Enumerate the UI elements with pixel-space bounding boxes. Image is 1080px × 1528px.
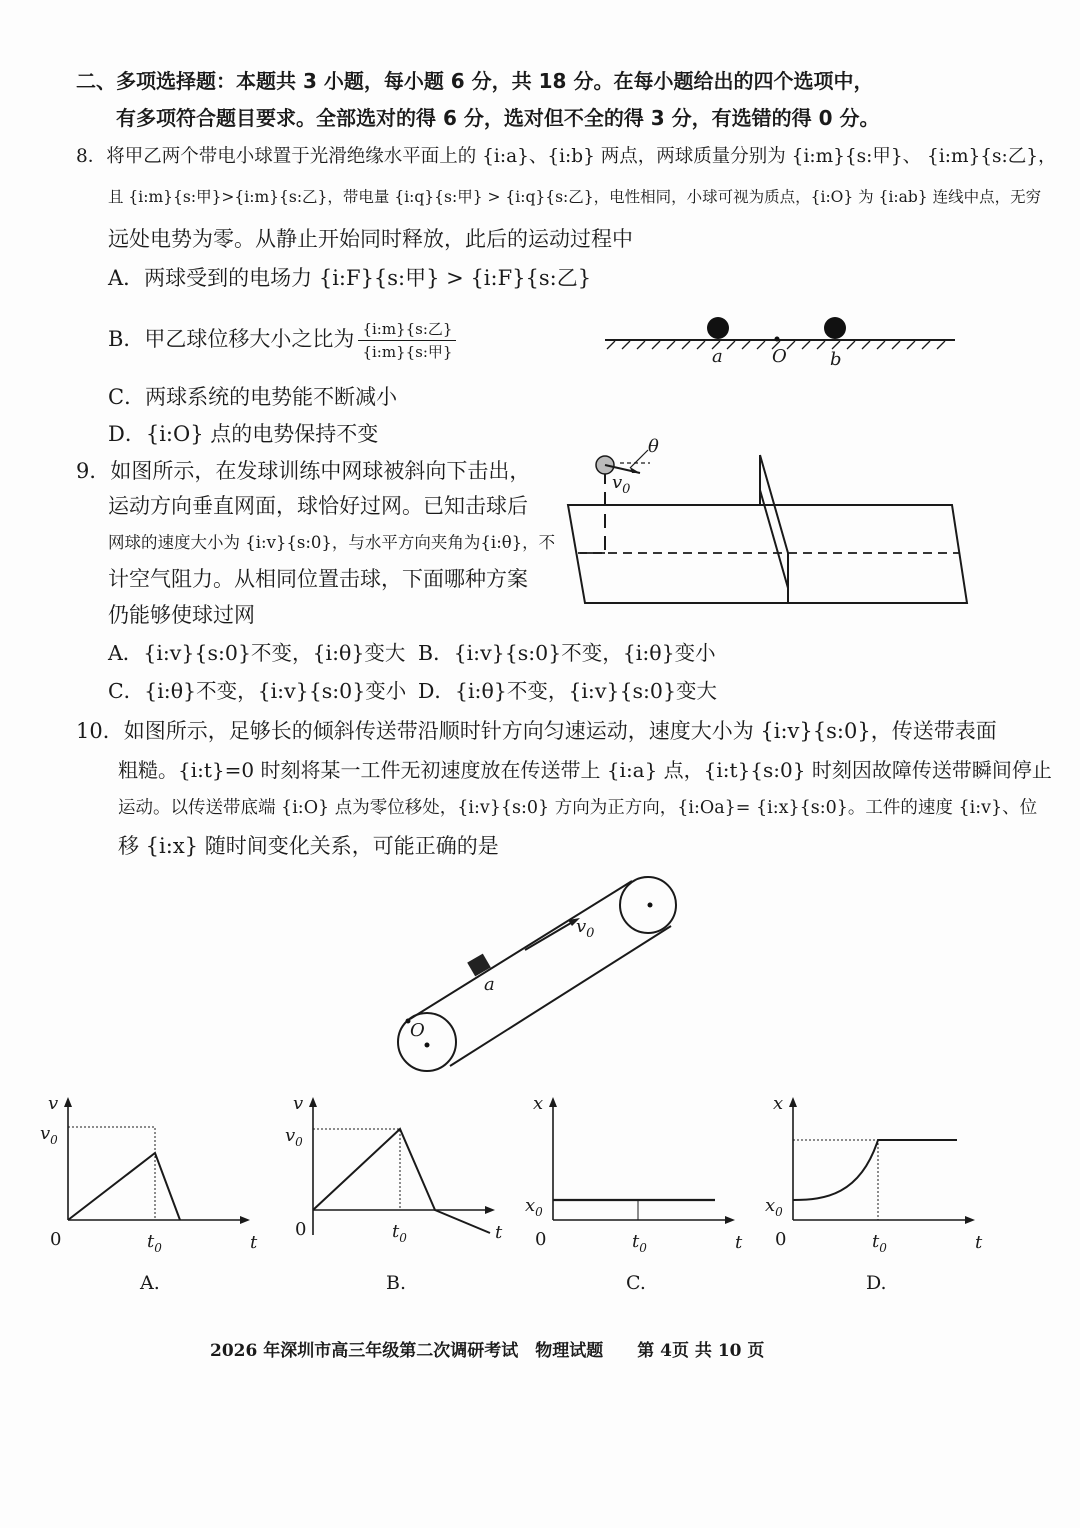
q9-stem-line: 网球的速度大小为 {i:v}{s:0}，与水平方向夹角为{i:θ}，不 — [108, 533, 556, 552]
section-heading: 二、多项选择题：本题共 3 小题，每小题 6 分，共 18 分。在每小题给出的四个选项中， — [76, 69, 874, 93]
ball-jia — [707, 317, 729, 339]
x-axis-label: t — [735, 1232, 743, 1253]
q10-stem-line: 移 {i:x} 随时间变化关系，可能正确的是 — [118, 834, 499, 858]
origin-label: 0 — [535, 1229, 547, 1250]
q8-stem-line: 远处电势为零。从静止开始同时释放，此后的运动过程中 — [108, 227, 633, 251]
y-mark-label: $x_0$ — [525, 1195, 543, 1219]
q8-option-b-text: B．甲乙球位移大小之比为 — [108, 327, 355, 351]
q9-stem-line: 计空气阻力。从相同位置击球，下面哪种方案 — [108, 567, 528, 591]
q9-option-d: D．{i:θ}不变，{i:v}{s:0}变大 — [418, 679, 718, 703]
belt-direction-arrow — [525, 920, 576, 950]
q9-stem-line: 仍能够使球过网 — [108, 603, 255, 627]
q8-option-b — [108, 318, 456, 363]
y-axis-label: x — [773, 1093, 784, 1114]
y-mark-label: $v_0$ — [40, 1123, 58, 1147]
midpoint-o — [775, 337, 780, 342]
y-mark-label: $v_0$ — [285, 1125, 303, 1149]
q9-court-figure — [560, 436, 980, 610]
origin-label: 0 — [295, 1219, 307, 1240]
x-axis-label: t — [495, 1222, 503, 1243]
graph-a-label: A. — [140, 1272, 160, 1294]
q10-stem-line: 运动。以传送带底端 {i:O} 点为零位移处，{i:v}{s:0} 方向为正方向，{i:Oa}= {i:x}{s:0}。工件的速度 {i:v}、位 — [118, 798, 1038, 818]
v-t-curve — [313, 1129, 490, 1233]
q9-option-c: C．{i:θ}不变，{i:v}{s:0}变小 — [108, 679, 407, 703]
label-theta: θ — [648, 436, 659, 457]
label-a: a — [712, 346, 723, 367]
net — [760, 455, 788, 603]
graph-d — [765, 1095, 995, 1255]
graph-a — [40, 1095, 270, 1255]
origin-label: 0 — [775, 1229, 787, 1250]
graph-c — [525, 1095, 755, 1255]
t0-label: $t_0$ — [392, 1221, 407, 1245]
x-axis-label: t — [975, 1232, 983, 1253]
mass-ratio-fraction — [358, 318, 456, 363]
y-mark-label: $x_0$ — [765, 1195, 783, 1219]
section-instructions: 有多项符合题目要求。全部选对的得 6 分，选对但不全的得 3 分，有选错的得 0 分。 — [116, 106, 880, 130]
ball-yi — [824, 317, 846, 339]
workpiece — [467, 954, 491, 977]
label-o: O — [410, 1020, 425, 1041]
q10-stem-line: 粗糙。{i:t}=0 时刻将某一工件无初速度放在传送带上 {i:a} 点，{i:t}{s:0} 时刻因故障传送带瞬间停止 — [118, 758, 1052, 782]
t0-label: $t_0$ — [147, 1231, 162, 1255]
q8-balls-figure — [600, 310, 960, 370]
graph-b-label: B. — [386, 1272, 407, 1294]
label-o: O — [772, 346, 787, 367]
fraction-denominator: {i:m}{s:甲} — [362, 343, 453, 361]
v-t-curve — [68, 1153, 180, 1220]
q8-option-d: D．{i:O} 点的电势保持不变 — [108, 422, 379, 446]
label-v0: $v_0$ — [612, 472, 631, 497]
page-footer: 2026 年深圳市高三年级第二次调研考试 物理试题 第 4页 共 10 页 — [210, 1341, 765, 1361]
label-b: b — [830, 349, 842, 370]
graph-d-label: D. — [866, 1272, 887, 1294]
y-axis-label: v — [293, 1093, 304, 1114]
y-axis-label: v — [48, 1093, 59, 1114]
t0-label: $t_0$ — [632, 1231, 647, 1255]
origin-label: 0 — [50, 1229, 62, 1250]
q10-conveyor-figure — [390, 870, 690, 1080]
q9-option-b: B．{i:v}{s:0}不变，{i:θ}变小 — [418, 641, 716, 665]
graph-b — [285, 1095, 515, 1255]
q9-stem-line: 9．如图所示，在发球训练中网球被斜向下击出， — [76, 459, 531, 483]
q8-option-c: C．两球系统的电势能不断减小 — [108, 385, 398, 409]
q8-option-a: A．两球受到的电场力 {i:F}{s:甲} > {i:F}{s:乙} — [108, 266, 592, 290]
x-t-curve — [793, 1140, 957, 1200]
label-v0: $v_0$ — [576, 916, 595, 941]
fraction-numerator: {i:m}{s:乙} — [358, 318, 456, 341]
graph-c-label: C. — [626, 1272, 646, 1294]
x-axis-label: t — [250, 1232, 258, 1253]
q8-stem-line: 且 {i:m}{s:甲}>{i:m}{s:乙}，带电量 {i:q}{s:甲} > {i:q}{s:乙}，电性相同，小球可视为质点，{i:O} 为 {i:ab} 连线中点，无穷 — [108, 188, 1042, 206]
q10-stem-line: 10．如图所示，足够长的倾斜传送带沿顺时针方向匀速运动，速度大小为 {i:v}{s:0}，传送带表面 — [76, 719, 997, 743]
q9-option-a: A．{i:v}{s:0}不变，{i:θ}变大 — [108, 641, 406, 665]
q9-stem-line: 运动方向垂直网面，球恰好过网。已知击球后 — [108, 494, 528, 518]
label-a: a — [484, 974, 495, 995]
t0-label: $t_0$ — [872, 1231, 887, 1255]
q8-stem-line: 8．将甲乙两个带电小球置于光滑绝缘水平面上的 {i:a}、{i:b} 两点，两球质量分别为 {i:m}{s:甲}、 {i:m}{s:乙}， — [76, 146, 1057, 167]
y-axis-label: x — [533, 1093, 544, 1114]
